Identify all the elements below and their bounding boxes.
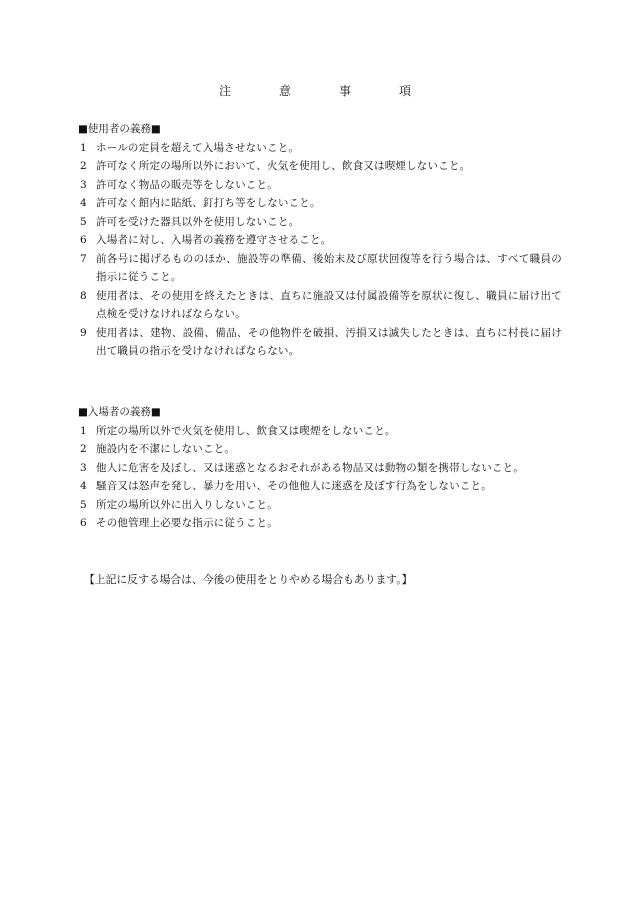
list-item xyxy=(78,514,562,533)
list-item xyxy=(78,440,562,459)
item-number: 4 xyxy=(80,480,87,492)
list-item xyxy=(78,324,562,361)
title-char: 注 xyxy=(218,84,231,98)
item-text: 許可なく物品の販売等をしないこと。 xyxy=(96,178,278,191)
list-item xyxy=(78,139,562,158)
list-item xyxy=(78,176,562,195)
item-text: 他人に危害を及ぼし、又は迷惑となるおそれがある物品又は動物の類を携帯しないこと。 xyxy=(96,461,524,474)
list-item xyxy=(78,194,562,213)
item-text: 入場者に対し、入場者の義務を遵守させること。 xyxy=(96,234,332,246)
item-text: 許可なく所定の場所以外において、火気を使用し、飲食又は喫煙しないこと。 xyxy=(96,160,471,172)
item-number: 9 xyxy=(80,326,87,339)
item-text: 前各号に掲げるもののほか、施設等の準備、後始末及び原状回復等を行う場合は、すべて職員の指示に従うこと。 xyxy=(96,252,562,283)
list-item xyxy=(78,496,562,515)
item-number: 2 xyxy=(80,443,87,455)
attendee-obligations-section xyxy=(78,403,562,533)
item-number: 3 xyxy=(80,461,87,474)
item-number: 5 xyxy=(80,498,87,511)
section-heading: ■入場者の義務■ xyxy=(78,406,161,418)
item-text: 所定の場所以外に出入りしないこと。 xyxy=(96,498,278,511)
item-text: その他管理上必要な指示に従うこと。 xyxy=(96,517,278,529)
item-number: 6 xyxy=(80,517,87,529)
list-item xyxy=(78,231,562,250)
item-text: ホールの定員を超えて入場させないこと。 xyxy=(96,141,300,154)
title-char: 項 xyxy=(398,84,411,98)
list-item xyxy=(78,422,562,441)
user-obligations-section xyxy=(78,120,562,361)
item-number: 7 xyxy=(80,252,87,265)
item-number: 1 xyxy=(80,141,87,154)
item-text: 許可なく館内に貼紙、釘打ち等をしないこと。 xyxy=(96,197,321,209)
item-text: 使用者は、その使用を終えたときは、直ちに施設又は付属設備等を原状に復し、職員に届け出て点検を受けなければならない。 xyxy=(96,289,562,320)
item-number: 5 xyxy=(80,215,87,228)
list-item xyxy=(78,287,562,324)
item-number: 1 xyxy=(80,424,87,437)
title-char: 意 xyxy=(278,84,291,98)
list-item xyxy=(78,250,562,287)
list-item xyxy=(78,477,562,496)
section-heading: ■使用者の義務■ xyxy=(78,123,161,135)
document-title xyxy=(0,82,630,99)
item-text: 施設内を不潔にしないこと。 xyxy=(96,443,236,455)
item-text: 許可を受けた器具以外を使用しないこと。 xyxy=(96,215,300,228)
item-text: 使用者は、建物、設備、備品、その他物件を破損、汚損又は滅失したときは、直ちに村長に届け出て職員の指示を受けなければならない。 xyxy=(96,326,562,357)
item-number: 6 xyxy=(80,234,87,246)
item-text: 騒音又は怒声を発し、暴力を用い、その他他人に迷惑を及ぼす行為をしないこと。 xyxy=(96,480,492,492)
list-item xyxy=(78,157,562,176)
item-number: 8 xyxy=(80,289,87,302)
list-item xyxy=(78,213,562,232)
list-item xyxy=(78,459,562,478)
item-number: 2 xyxy=(80,160,87,172)
item-number: 4 xyxy=(80,197,87,209)
title-char: 事 xyxy=(338,84,351,98)
item-text: 所定の場所以外で火気を使用し、飲食又は喫煙をしないこと。 xyxy=(96,424,396,437)
item-number: 3 xyxy=(80,178,87,191)
footer-notice: 【上記に反する場合は、今後の使用をとりやめる場合もあります。】 xyxy=(84,573,413,586)
